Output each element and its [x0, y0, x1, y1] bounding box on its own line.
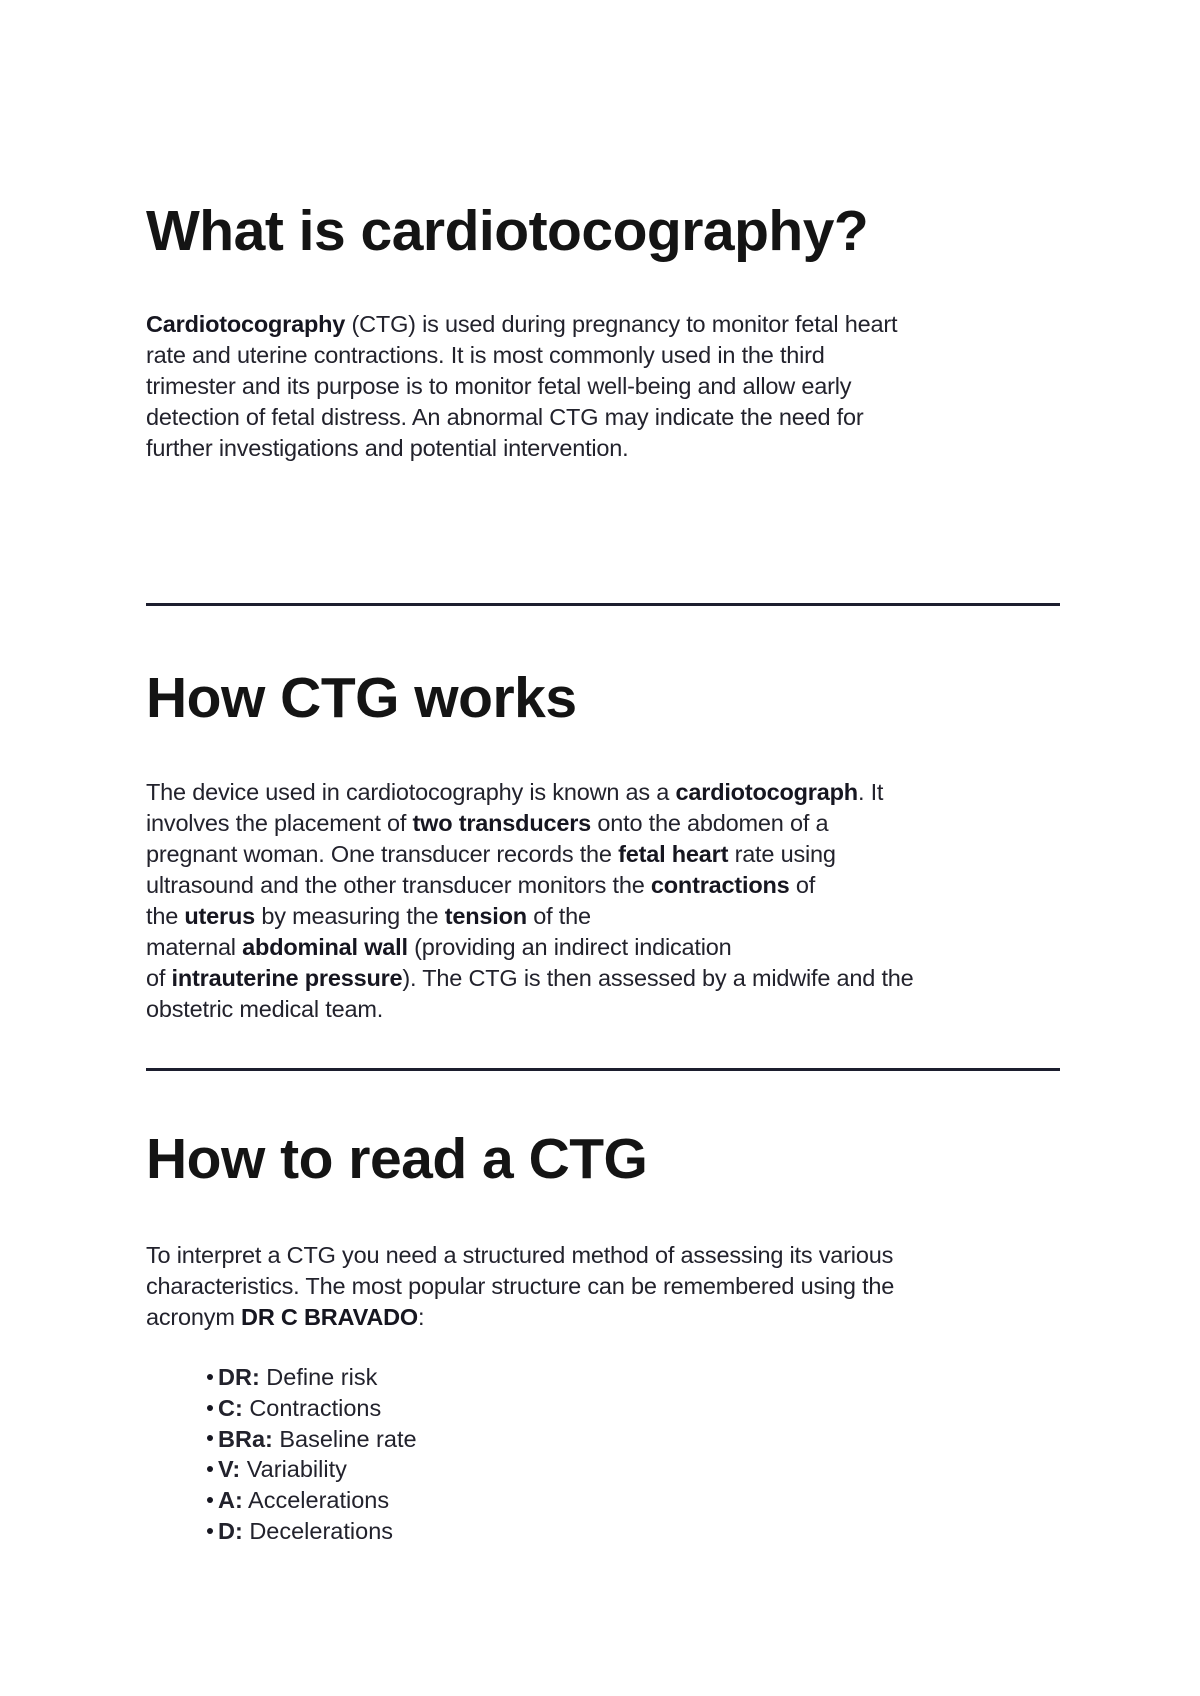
text-run: obstetric medical team.	[146, 996, 384, 1022]
text-run: detection of fetal distress. An abnormal CTG may indicate the need for	[146, 404, 864, 430]
text-line	[146, 371, 1076, 402]
list-value: Contractions	[242, 1394, 382, 1421]
list-item	[207, 1454, 417, 1485]
list-key: BRa:	[218, 1425, 273, 1452]
list-key: A:	[218, 1487, 243, 1514]
text-line	[146, 340, 1076, 371]
text-run: trimester and its purpose is to monitor fetal well-being and allow early	[146, 373, 852, 399]
text-line	[146, 963, 1076, 994]
bold-term: two transducers	[412, 810, 592, 836]
text-run: pregnant woman. One transducer records the	[146, 841, 619, 867]
list-item	[207, 1362, 417, 1393]
text-run: ). The CTG is then assessed by a midwife and the	[402, 965, 914, 991]
text-run: of	[789, 872, 816, 898]
heading-what-is-cardiotocography: What is cardiotocography?	[146, 199, 869, 263]
bullet-icon	[207, 1528, 213, 1534]
text-run: The device used in cardiotocography is known as a	[146, 779, 676, 805]
bold-term: Cardiotocography	[146, 311, 346, 337]
bold-term: DR C BRAVADO	[241, 1304, 418, 1330]
text-line	[146, 932, 1076, 963]
text-run: characteristics. The most popular structure can be remembered using the	[146, 1273, 895, 1299]
text-line	[146, 839, 1076, 870]
heading-how-to-read-ctg: How to read a CTG	[146, 1127, 648, 1191]
list-item	[207, 1485, 417, 1516]
bravado-list	[207, 1362, 417, 1547]
text-run: by measuring the	[255, 903, 445, 929]
text-line	[146, 808, 1076, 839]
text-run: onto the abdomen of a	[591, 810, 829, 836]
text-line	[146, 402, 1076, 433]
text-run: (CTG) is used during pregnancy to monitor fetal heart	[345, 311, 898, 337]
text-run: of	[146, 965, 172, 991]
text-line	[146, 870, 1076, 901]
text-run: further investigations and potential intervention.	[146, 435, 629, 461]
text-run: ultrasound and the other transducer monitors the	[146, 872, 651, 898]
list-value: Define risk	[259, 1364, 378, 1390]
list-item	[207, 1393, 417, 1424]
text-run: maternal	[146, 934, 243, 960]
paragraph-intro	[146, 309, 1076, 464]
text-line	[146, 994, 1076, 1025]
text-run: To interpret a CTG you need a structured method of assessing its various	[146, 1242, 894, 1268]
bold-term: fetal heart	[618, 841, 729, 867]
text-line	[146, 777, 1076, 808]
text-run: involves the placement of	[146, 810, 413, 836]
text-run: :	[417, 1304, 425, 1330]
text-run: rate using	[728, 841, 836, 867]
bold-term: contractions	[650, 872, 790, 898]
bold-term: cardiotocograph	[675, 779, 858, 805]
list-value: Accelerations	[242, 1487, 390, 1514]
paragraph-how-to-read	[146, 1240, 1076, 1333]
text-run: acronym	[146, 1304, 242, 1330]
list-key: V:	[218, 1456, 241, 1483]
list-item	[207, 1424, 417, 1455]
list-value: Baseline rate	[272, 1425, 417, 1452]
list-key: C:	[218, 1394, 243, 1421]
bullet-icon	[207, 1466, 213, 1472]
paragraph-how-ctg-works	[146, 777, 1076, 1025]
list-key: D:	[218, 1517, 243, 1544]
bullet-icon	[207, 1497, 213, 1503]
bold-term: tension	[444, 903, 527, 929]
text-run: rate and uterine contractions. It is most commonly used in the third	[146, 342, 825, 368]
bullet-icon	[207, 1374, 213, 1380]
bullet-icon	[207, 1405, 213, 1411]
text-run: (providing an indirect indication	[407, 934, 732, 960]
text-run: of the	[526, 903, 591, 929]
heading-how-ctg-works: How CTG works	[146, 666, 577, 730]
list-value: Decelerations	[242, 1517, 394, 1544]
bold-term: uterus	[184, 903, 256, 929]
divider	[146, 603, 1060, 606]
bold-term: intrauterine pressure	[171, 965, 403, 991]
text-line	[146, 901, 1076, 932]
list-value: Variability	[240, 1456, 347, 1483]
text-run: the	[146, 903, 185, 929]
text-line	[146, 1302, 1076, 1333]
list-item	[207, 1516, 417, 1547]
text-line	[146, 1240, 1076, 1271]
text-line	[146, 309, 1076, 340]
list-key: DR:	[218, 1364, 260, 1390]
text-run: . It	[857, 779, 884, 805]
bold-term: abdominal wall	[242, 934, 408, 960]
divider	[146, 1068, 1060, 1071]
text-line	[146, 433, 1076, 464]
text-line	[146, 1271, 1076, 1302]
bullet-icon	[207, 1435, 213, 1441]
